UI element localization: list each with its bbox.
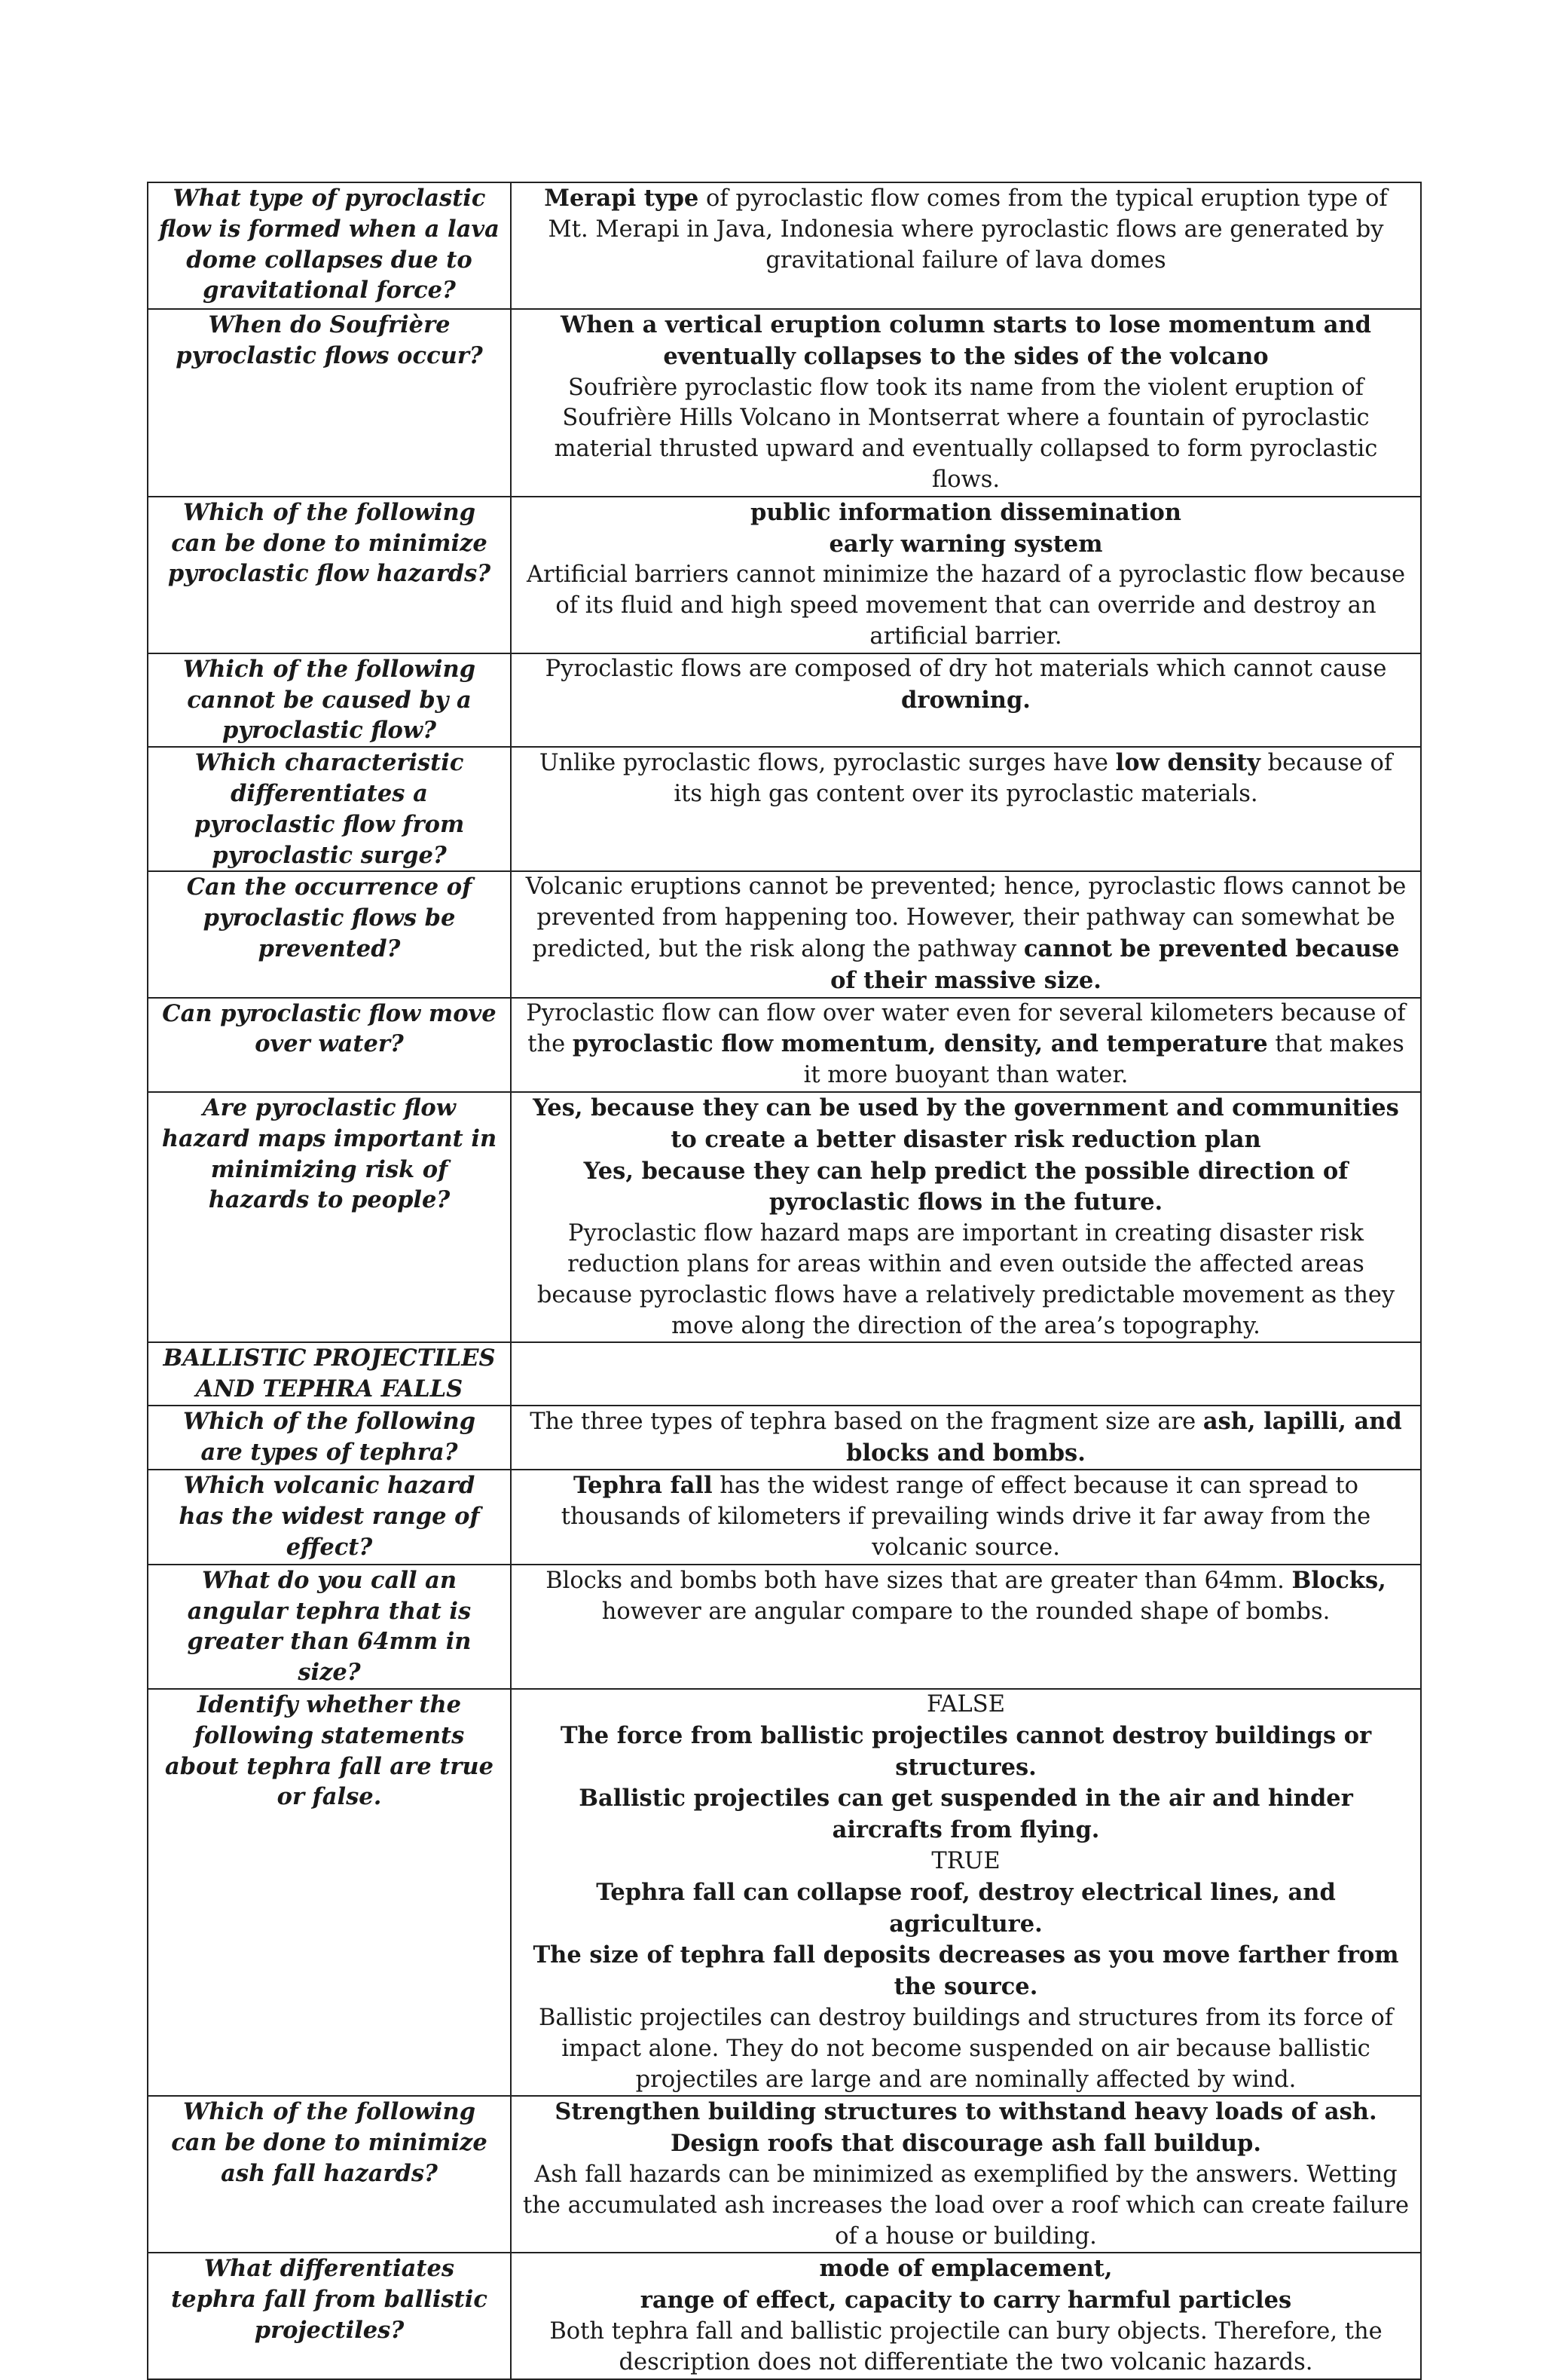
answer-text: of pyroclastic flow comes from the typical eruption type of Mt. Merapi in Java, Indonesia where pyroclastic flows are generated by gravitational failure of lava domes xyxy=(548,185,1388,274)
question-cell: What differentiates tephra fall from ballistic projectiles? xyxy=(148,2253,511,2378)
table-row xyxy=(148,497,1421,653)
answer-text: Ash fall hazards can be minimized as exemplified by the answers. Wetting the accumulated ash increases the load over a roof which can create failure of a house or building. xyxy=(522,2161,1410,2250)
answer-paragraph xyxy=(522,2253,1410,2285)
answer-paragraph xyxy=(522,1406,1410,1470)
answer-paragraph xyxy=(522,1877,1410,1941)
answer-cell xyxy=(511,1565,1421,1689)
answer-text: however are angular compare to the rounded shape of bombs. xyxy=(601,1598,1331,1625)
answer-paragraph xyxy=(522,1093,1410,1156)
answer-text: Both tephra fall and ballistic projectile can bury objects. Therefore, the description does not differentiate the two volcanic hazards. xyxy=(549,2318,1383,2375)
answer-text: Ballistic projectiles can destroy buildings and structures from its force of impact alone. They do not become suspended on air because ballistic projectiles are large and are nominally affected by wind. xyxy=(539,2005,1393,2093)
answer-text: Blocks and bombs both have sizes that are greater than 64mm. xyxy=(545,1567,1292,1594)
answer-paragraph xyxy=(522,2317,1410,2378)
answer-highlight: When a vertical eruption column starts to lose momentum and eventually collapses to the sides of the volcano xyxy=(561,311,1371,370)
answer-cell xyxy=(511,1092,1421,1342)
answer-highlight: drowning. xyxy=(901,686,1031,714)
answer-paragraph xyxy=(522,183,1410,276)
answer-highlight: pyroclastic flow momentum, density, and temperature xyxy=(572,1030,1268,1058)
answer-text: Soufrière pyroclastic flow took its name from the violent eruption of Soufrière Hills Volcano in Montserrat where a fountain of pyroclastic material thrusted upward and eventually collapsed to form pyroclastic flows. xyxy=(554,374,1378,493)
answer-text: The three types of tephra based on the fragment size are xyxy=(530,1408,1203,1435)
answer-paragraph xyxy=(522,497,1410,529)
qa-table xyxy=(147,182,1422,2380)
answer-paragraph xyxy=(522,1940,1410,2003)
answer-paragraph xyxy=(522,654,1410,717)
table-row xyxy=(148,2096,1421,2253)
answer-cell xyxy=(511,1342,1421,1406)
answer-cell xyxy=(511,871,1421,997)
answer-paragraph xyxy=(522,2160,1410,2252)
question-cell: Can the occurrence of pyroclastic flows be prevented? xyxy=(148,871,511,997)
answer-highlight: Tephra fall can collapse roof, destroy electrical lines, and agriculture. xyxy=(596,1878,1336,1938)
answer-highlight: mode of emplacement, xyxy=(819,2255,1113,2283)
question-cell: When do Soufrière pyroclastic flows occur? xyxy=(148,309,511,497)
answer-highlight: Strengthen building structures to withstand heavy loads of ash. xyxy=(555,2098,1377,2126)
answer-highlight: The force from ballistic projectiles cannot destroy buildings or structures. xyxy=(560,1721,1372,1781)
answer-highlight: Ballistic projectiles can get suspended in the air and hinder aircrafts from flying. xyxy=(579,1785,1353,1844)
answer-paragraph xyxy=(522,1783,1410,1846)
question-cell: What do you call an angular tephra that is greater than 64mm in size? xyxy=(148,1565,511,1689)
answer-highlight: cannot be prevented because of their massive size. xyxy=(830,935,1400,994)
table-row xyxy=(148,871,1421,997)
table-row xyxy=(148,1470,1421,1564)
answer-paragraph xyxy=(522,1846,1410,1877)
question-cell: Which of the following cannot be caused by a pyroclastic flow? xyxy=(148,653,511,747)
answer-paragraph xyxy=(522,2285,1410,2317)
answer-paragraph xyxy=(522,872,1410,996)
answer-text: has the widest range of effect because it can spread to thousands of kilometers if prevailing winds drive it far away from the volcanic source. xyxy=(561,1473,1371,1562)
answer-paragraph xyxy=(522,560,1410,652)
answer-highlight: Merapi type xyxy=(544,185,699,212)
question-cell: Which of the following are types of tephra? xyxy=(148,1406,511,1470)
answer-text: Pyroclastic flow can flow over water even for several kilometers because of the xyxy=(526,999,1406,1058)
answer-cell xyxy=(511,497,1421,653)
question-cell: Which of the following can be done to minimize ash fall hazards? xyxy=(148,2096,511,2253)
table-row xyxy=(148,1092,1421,1342)
answer-cell xyxy=(511,1406,1421,1470)
answer-paragraph xyxy=(522,2097,1410,2128)
answer-paragraph xyxy=(522,1690,1410,1721)
qa-table-body xyxy=(148,182,1421,2379)
answer-cell xyxy=(511,998,1421,1092)
question-cell: Which volcanic hazard has the widest range of effect? xyxy=(148,1470,511,1564)
question-cell: Which characteristic differentiates a pyroclastic flow from pyroclastic surge? xyxy=(148,747,511,871)
answer-paragraph xyxy=(522,2128,1410,2160)
question-cell: What type of pyroclastic flow is formed when a lava dome collapses due to gravitational force? xyxy=(148,182,511,309)
answer-text: Artificial barriers cannot minimize the hazard of a pyroclastic flow because of its fluid and high speed movement that can override and destroy an artificial barrier. xyxy=(526,561,1406,650)
answer-cell xyxy=(511,309,1421,497)
table-row xyxy=(148,653,1421,747)
answer-paragraph xyxy=(522,1219,1410,1341)
answer-paragraph xyxy=(522,748,1410,810)
answer-paragraph xyxy=(522,999,1410,1091)
answer-text: Pyroclastic flows are composed of dry hot materials which cannot cause xyxy=(545,655,1387,682)
answer-cell xyxy=(511,1470,1421,1564)
table-row xyxy=(148,1406,1421,1470)
answer-paragraph xyxy=(522,2003,1410,2095)
answer-cell xyxy=(511,182,1421,309)
table-row xyxy=(148,998,1421,1092)
answer-highlight: ash, lapilli, and blocks and bombs. xyxy=(846,1407,1402,1467)
answer-text: Volcanic eruptions cannot be prevented; hence, pyroclastic flows cannot be prevented from happening too. However, their pathway can somewhat be predicted, but the risk along the pathway xyxy=(525,873,1407,962)
table-row xyxy=(148,1689,1421,2096)
answer-cell xyxy=(511,653,1421,747)
answer-paragraph xyxy=(522,1470,1410,1563)
answer-paragraph xyxy=(522,1721,1410,1784)
answer-highlight: low density xyxy=(1115,749,1260,777)
answer-paragraph xyxy=(522,1565,1410,1628)
question-cell: Are pyroclastic flow hazard maps important in minimizing risk of hazards to people? xyxy=(148,1092,511,1342)
table-row xyxy=(148,1565,1421,1689)
answer-paragraph xyxy=(522,373,1410,496)
answer-text: Pyroclastic flow hazard maps are important in creating disaster risk reduction plans for areas within and even outside the affected areas because pyroclastic flows have a relatively predictable movement as they move along the direction of the area’s topography. xyxy=(536,1220,1395,1339)
answer-highlight: early warning system xyxy=(829,530,1103,558)
answer-text: Unlike pyroclastic flows, pyroclastic surges have xyxy=(539,750,1116,777)
answer-highlight: Design roofs that discourage ash fall buildup. xyxy=(670,2130,1261,2158)
answer-highlight: The size of tephra fall deposits decreases as you move farther from the source. xyxy=(533,1941,1399,2001)
answer-paragraph xyxy=(522,310,1410,373)
answer-highlight: Blocks, xyxy=(1291,1566,1386,1594)
table-row xyxy=(148,182,1421,309)
answer-paragraph xyxy=(522,1156,1410,1219)
answer-cell xyxy=(511,1689,1421,2096)
answer-text: that makes it more buoyant than water. xyxy=(803,1031,1404,1089)
answer-highlight: Yes, because they can help predict the possible direction of pyroclastic flows in the future. xyxy=(583,1157,1349,1216)
answer-text: FALSE xyxy=(927,1691,1005,1718)
question-cell: Which of the following can be done to minimize pyroclastic flow hazards? xyxy=(148,497,511,653)
section-heading-cell: BALLISTIC PROJECTILES AND TEPHRA FALLS xyxy=(148,1342,511,1406)
answer-cell xyxy=(511,747,1421,871)
answer-highlight: Tephra fall xyxy=(573,1472,713,1500)
answer-highlight: Yes, because they can be used by the government and communities to create a better disaster risk reduction plan xyxy=(533,1094,1399,1153)
answer-highlight: range of effect, capacity to carry harmful particles xyxy=(640,2287,1292,2314)
question-cell: Can pyroclastic flow move over water? xyxy=(148,998,511,1092)
answer-cell xyxy=(511,2096,1421,2253)
answer-paragraph xyxy=(522,529,1410,561)
table-row xyxy=(148,309,1421,497)
table-row xyxy=(148,1342,1421,1406)
table-row xyxy=(148,747,1421,871)
answer-text: because of its high gas content over its pyroclastic materials. xyxy=(674,750,1393,807)
answer-text: TRUE xyxy=(931,1848,1001,1875)
question-cell: Identify whether the following statements about tephra fall are true or false. xyxy=(148,1689,511,2096)
answer-highlight: public information dissemination xyxy=(750,498,1181,526)
